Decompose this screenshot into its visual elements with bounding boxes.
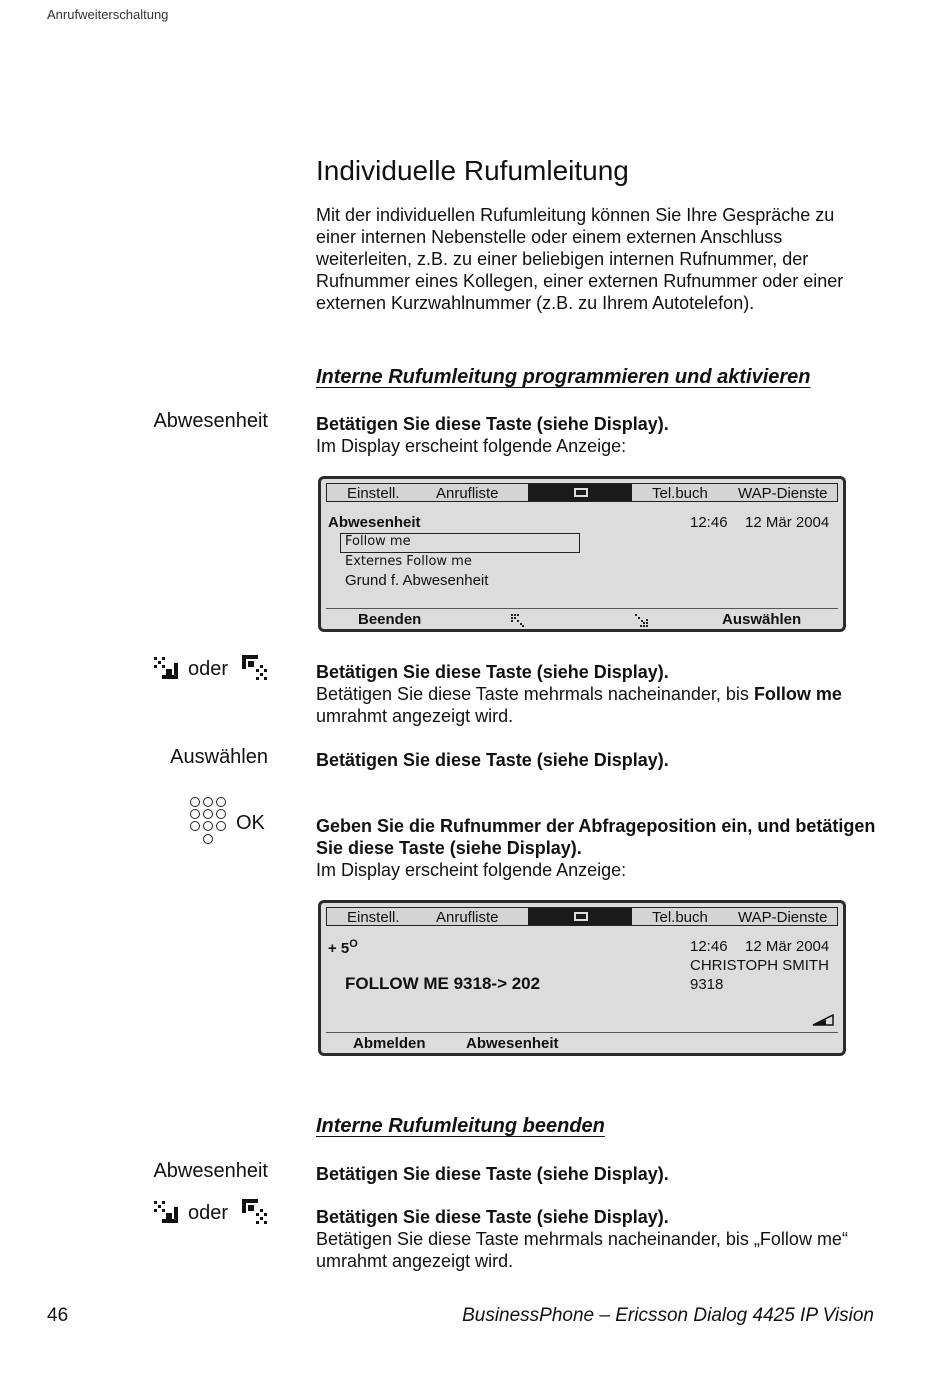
step-note: Im Display erscheint folgende Anzeige: — [316, 860, 627, 880]
display-follow-me-info: FOLLOW ME 9318-> 202 — [345, 974, 541, 993]
or-label: oder — [188, 1202, 229, 1224]
display-tab-bar — [326, 483, 838, 502]
status-text: + 5 — [328, 940, 350, 957]
display-softkey-row — [326, 1032, 838, 1054]
display-date: 12 Mär 2004 — [745, 514, 830, 531]
menu-item-grund-abwesenheit[interactable]: Grund f. Abwesenheit — [345, 572, 489, 589]
step-instruction: Geben Sie die Rufnummer der Abfrageposition ein, und betätigen Sie diese Taste (siehe Display). — [316, 816, 876, 858]
step-enter-number — [316, 815, 886, 881]
section-heading-end: Interne Rufumleitung beenden — [316, 1115, 605, 1137]
navigation-keys — [152, 655, 270, 685]
intro-paragraph: Mit der individuellen Rufumleitung können Sie Ihre Gespräche zu einer internen Nebenstelle oder einem externen Anschluss weiterleiten, z.B. zu einer beliebigen internen Rufnummer, der Rufnummer eines Kollegen, einer externen Rufnummer oder einer externen Kurzwahlnummer (z.B. zu Ihrem Autotelefon). — [316, 205, 844, 313]
display-tab-bar — [326, 907, 838, 926]
page-header-label: Anrufweiterschaltung — [47, 7, 169, 22]
dotted-arrow-down-right-icon[interactable] — [152, 1199, 180, 1225]
tab-telbuch: Tel.buch — [652, 909, 708, 926]
step-navigate — [316, 661, 886, 727]
mail-icon — [574, 912, 588, 921]
tab-telbuch: Tel.buch — [652, 485, 708, 502]
menu-item-follow-me[interactable]: Follow me — [345, 534, 411, 549]
tab-einstell: Einstell. — [347, 909, 400, 926]
step-note-bold: Follow me — [753, 684, 842, 704]
arrow-up-left-icon[interactable] — [510, 613, 526, 627]
page-number: 46 — [47, 1305, 69, 1326]
softkey-abwesenheit[interactable]: Abwesenheit — [466, 1035, 559, 1052]
abwesenheit-key-label[interactable]: Abwesenheit — [153, 410, 268, 432]
footer-title: BusinessPhone – Ericsson Dialog 4425 IP Vision — [462, 1305, 874, 1326]
display-number: 9318 — [690, 976, 724, 993]
step-instruction: Betätigen Sie diese Taste (siehe Display). — [316, 1164, 669, 1184]
display-name: CHRISTOPH SMITH — [690, 957, 829, 974]
tab-wap-dienste: WAP-Dienste — [738, 909, 828, 926]
step-note: Betätigen Sie diese Taste mehrmals nacheinander, bis „Follow me“ umrahmt angezeigt wird. — [316, 1229, 848, 1271]
page-title: Individuelle Rufumleitung — [316, 155, 629, 186]
step-instruction: Betätigen Sie diese Taste (siehe Display). — [316, 662, 669, 682]
step-navigate-end — [316, 1206, 886, 1272]
tab-wap-dienste: WAP-Dienste — [738, 485, 828, 502]
signal-icon — [812, 1014, 834, 1026]
tab-messages — [528, 908, 632, 925]
phone-display-menu — [318, 476, 846, 632]
display-date: 12 Mär 2004 — [745, 938, 830, 955]
status-sup: O — [349, 938, 358, 950]
menu-item-externes-follow-me[interactable]: Externes Follow me — [345, 554, 472, 569]
tab-einstell: Einstell. — [347, 485, 400, 502]
step-abwesenheit-end — [316, 1163, 886, 1185]
mail-icon — [574, 488, 588, 497]
softkey-auswaehlen[interactable]: Auswählen — [722, 611, 802, 628]
step-instruction: Betätigen Sie diese Taste (siehe Display). — [316, 1207, 669, 1227]
tab-anrufliste: Anrufliste — [436, 909, 499, 926]
step-instruction: Betätigen Sie diese Taste (siehe Display). — [316, 414, 669, 434]
step-abwesenheit — [316, 413, 886, 457]
tab-anrufliste: Anrufliste — [436, 485, 499, 502]
display-time: 12:46 — [690, 938, 728, 955]
abwesenheit-key-label[interactable]: Abwesenheit — [153, 1160, 268, 1182]
tab-messages — [528, 484, 632, 501]
display-row-title: Abwesenheit — [328, 514, 421, 531]
auswaehlen-key-label[interactable]: Auswählen — [170, 746, 268, 768]
or-label: oder — [188, 658, 229, 680]
dotted-arrow-down-right-icon[interactable] — [152, 655, 180, 681]
step-auswaehlen — [316, 749, 886, 771]
display-time: 12:46 — [690, 514, 728, 531]
navigation-keys — [152, 1199, 270, 1229]
ok-key-label[interactable]: OK — [236, 812, 265, 834]
display-status — [328, 938, 358, 957]
softkey-beenden[interactable]: Beenden — [358, 611, 422, 628]
dotted-arrow-up-left-icon[interactable] — [242, 655, 270, 681]
section-heading-program: Interne Rufumleitung programmieren und aktivieren — [316, 366, 811, 388]
softkey-abmelden[interactable]: Abmelden — [353, 1035, 426, 1052]
step-note-before: Betätigen Sie diese Taste mehrmals nacheinander, bis — [316, 684, 754, 704]
step-note: Im Display erscheint folgende Anzeige: — [316, 436, 627, 456]
phone-display-follow-me — [318, 900, 846, 1056]
step-instruction: Betätigen Sie diese Taste (siehe Display). — [316, 750, 669, 770]
display-softkey-row — [326, 608, 838, 630]
step-note-after: umrahmt angezeigt wird. — [316, 706, 514, 726]
dotted-arrow-up-left-icon[interactable] — [242, 1199, 270, 1225]
arrow-down-right-icon[interactable] — [634, 613, 650, 627]
